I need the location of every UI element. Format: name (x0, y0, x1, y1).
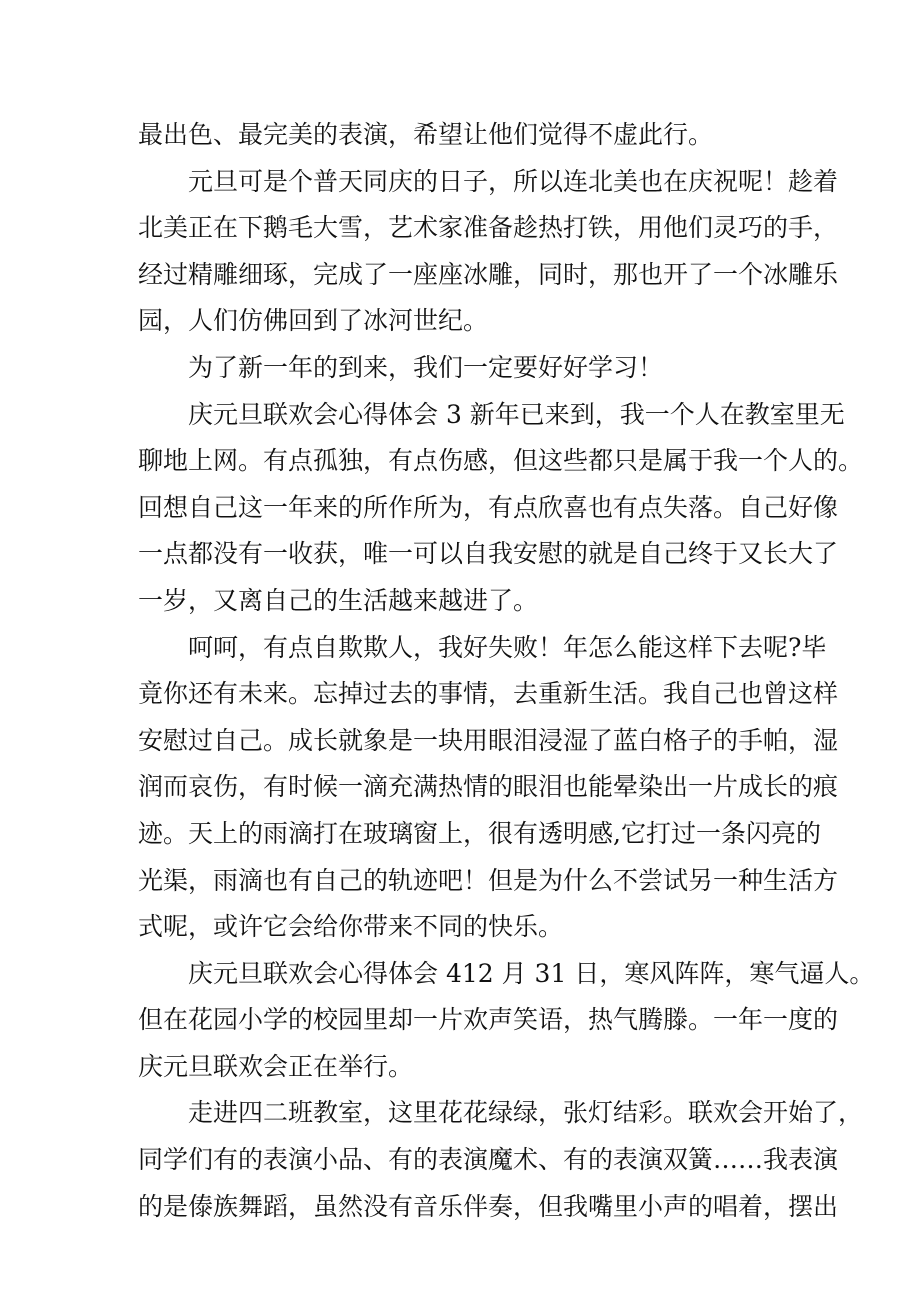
text-line: 回想自己这一年来的所作所为，有点欣喜也有点失落。自己好像 (138, 492, 839, 522)
text-line: 庆元旦联欢会正在举行。 (138, 1051, 414, 1081)
text-line: 庆元旦联欢会心得体会 412 月 31 日，寒风阵阵，寒气逼人。 (188, 958, 875, 988)
text-line: 但在花园小学的校园里却一片欢声笑语，热气腾滕。一年一度的 (138, 1005, 839, 1035)
text-line: 为了新一年的到来，我们一定要好好学习！ (188, 352, 664, 382)
text-line: 一岁，又离自己的生活越来越进了。 (138, 585, 539, 615)
text-line: 迹。天上的雨滴打在玻璃窗上，很有透明感,它打过一条闪亮的 (138, 818, 821, 848)
text-line: 元旦可是个普天同庆的日子，所以连北美也在庆祝呢！趁着 (188, 166, 839, 196)
text-line: 式呢，或许它会给你带来不同的快乐。 (138, 912, 564, 942)
text-line: 润而哀伤，有时候一滴充满热情的眼泪也能晕染出一片成长的痕 (138, 772, 839, 802)
text-line: 经过精雕细琢，完成了一座座冰雕，同时，那也开了一个冰雕乐 (138, 259, 839, 289)
text-line: 光渠，雨滴也有自己的轨迹吧！但是为什么不尝试另一种生活方 (138, 865, 839, 895)
text-line: 同学们有的表演小品、有的表演魔术、有的表演双簧……我表演 (138, 1145, 839, 1175)
text-line: 聊地上网。有点孤独，有点伤感，但这些都只是属于我一个人的。 (138, 446, 864, 476)
text-line: 庆元旦联欢会心得体会 3 新年已来到，我一个人在教室里无 (188, 399, 845, 429)
text-line: 园，人们仿佛回到了冰河世纪。 (138, 306, 489, 336)
text-line: 安慰过自己。成长就象是一块用眼泪浸湿了蓝白格子的手帕，湿 (138, 725, 839, 755)
text-line: 的是傣族舞蹈，虽然没有音乐伴奏，但我嘴里小声的唱着，摆出 (138, 1191, 839, 1221)
text-line: 走进四二班教室，这里花花绿绿，张灯结彩。联欢会开始了， (188, 1098, 864, 1128)
text-line: 最出色、最完美的表演，希望让他们觉得不虚此行。 (138, 120, 714, 149)
text-line: 北美正在下鹅毛大雪，艺术家准备趁热打铁，用他们灵巧的手， (138, 213, 839, 243)
text-line: 呵呵，有点自欺欺人，我好失败！年怎么能这样下去呢?毕 (188, 632, 827, 662)
text-line: 竟你还有未来。忘掉过去的事情，去重新生活。我自己也曾这样 (138, 679, 839, 709)
document-body (138, 112, 875, 1230)
text-line: 一点都没有一收获，唯一可以自我安慰的就是自己终于又长大了 (138, 539, 839, 569)
